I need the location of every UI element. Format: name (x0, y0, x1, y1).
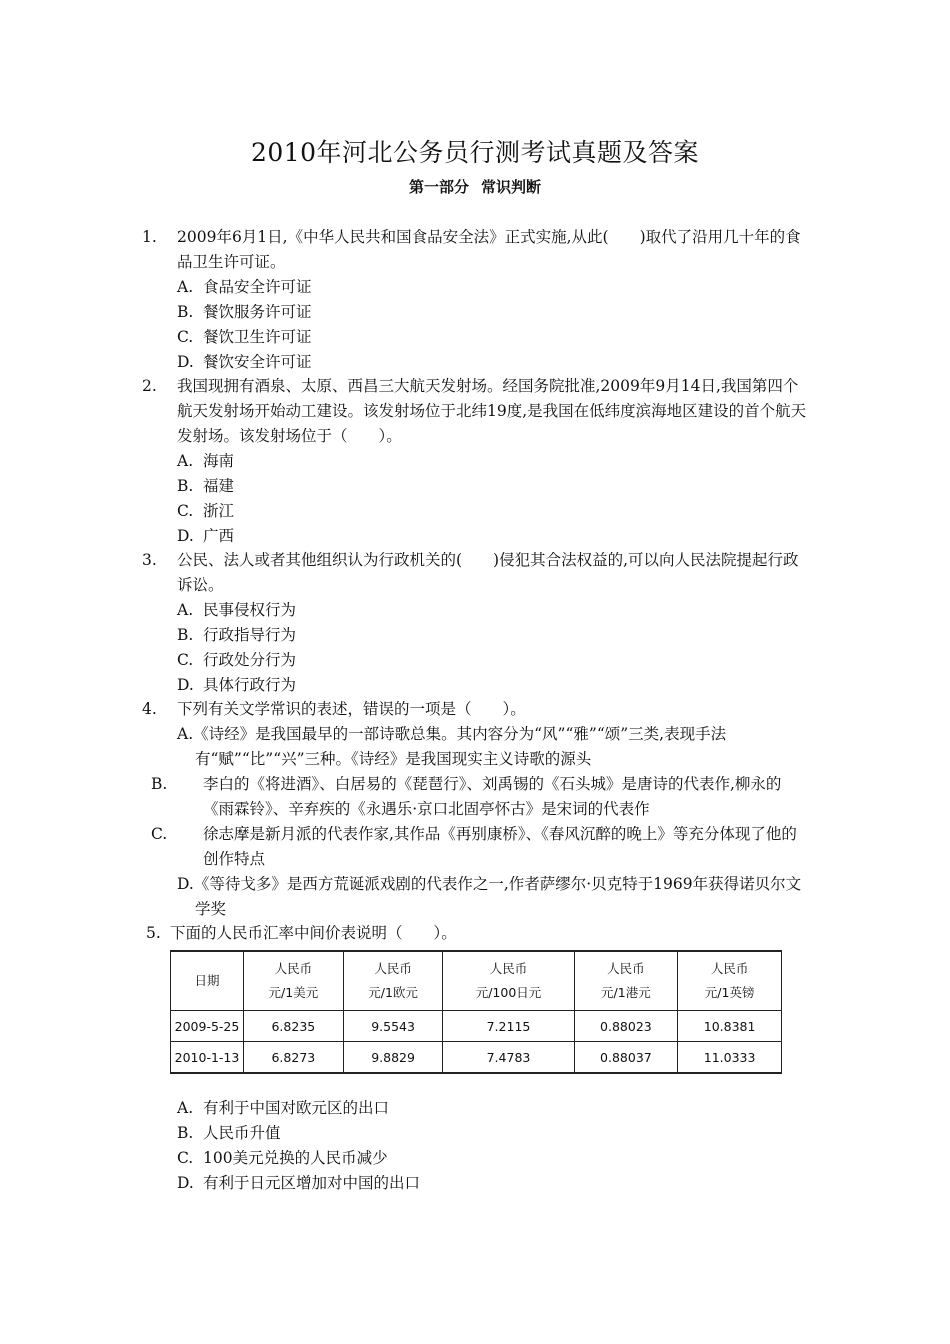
table-header-row (171, 951, 782, 1011)
option-c: C. 浙江 (177, 502, 235, 520)
question-stem: 2009年6月1日,《中华人民共和国食品安全法》正式实施,从此( )取代了沿用几十年的食品卫生许可证。 (177, 228, 801, 271)
table-cell: 11.0333 (678, 1042, 782, 1074)
table-row (171, 1042, 782, 1074)
option-c: C. 徐志摩是新月派的代表作家,其作品《再别康桥》、《春风沉醉的晚上》等充分体现了他的创作特点 (151, 825, 797, 868)
question-stem: 我国现拥有酒泉、太原、西昌三大航天发射场。经国务院批准,2009年9月14日,我国第四个航天发射场开始动工建设。该发射场位于北纬19度,是我国在低纬度滨海地区建设的首个航天发射场。该发射场位于（ ）。 (177, 377, 807, 445)
table-header-date: 日期 (171, 951, 244, 1011)
table-header-usd: 人民币 元/1美元 (244, 951, 344, 1011)
table-header-gbp: 人民币 元/1英镑 (678, 951, 782, 1011)
question-number: 2. (142, 377, 157, 395)
exchange-rate-table (170, 950, 782, 1074)
table-cell: 0.88037 (574, 1042, 678, 1074)
option-list (177, 1096, 420, 1196)
question-number: 1. (142, 228, 157, 246)
table-cell: 9.5543 (343, 1011, 443, 1042)
table-cell: 6.8273 (244, 1042, 344, 1074)
table-cell: 6.8235 (244, 1011, 344, 1042)
section-name: 常识判断 (481, 178, 542, 196)
table-row (171, 1011, 782, 1042)
question-4 (142, 697, 810, 922)
option-a: A. 有利于中国对欧元区的出口 (177, 1099, 390, 1117)
option-b: B. 行政指导行为 (177, 626, 297, 644)
question-number: 5. (146, 924, 161, 942)
option-b: B. 福建 (177, 477, 235, 495)
option-c: C. 100美元兑换的人民币减少 (177, 1149, 388, 1167)
table-cell: 9.8829 (343, 1042, 443, 1074)
option-d: D.《等待戈多》是西方荒诞派戏剧的代表作之一,作者萨缪尔·贝克特于1969年获得诺贝尔文学奖 (177, 875, 802, 918)
option-c: C. 餐饮卫生许可证 (177, 328, 312, 346)
table-header-hkd: 人民币 元/1港元 (574, 951, 678, 1011)
question-3 (142, 548, 810, 698)
table-cell: 10.8381 (678, 1011, 782, 1042)
option-list (177, 449, 810, 549)
question-5 (142, 921, 810, 946)
question-1 (142, 225, 810, 375)
option-c: C. 行政处分行为 (177, 651, 297, 669)
table-cell: 7.4783 (443, 1042, 574, 1074)
option-d: D. 有利于日元区增加对中国的出口 (177, 1174, 421, 1192)
option-list (151, 722, 810, 922)
table-cell-date: 2009-5-25 (171, 1011, 244, 1042)
option-a: A.《诗经》是我国最早的一部诗歌总集。其内容分为“风”“雅”“颂”三类,表现手法有“赋”“比”“兴”三种。《诗经》是我国现实主义诗歌的源头 (177, 725, 727, 768)
option-b: B. 李白的《将进酒》、白居易的《琵琶行》、刘禹锡的《石头城》是唐诗的代表作,柳永的《雨霖铃》、辛弃疾的《永遇乐·京口北固亭怀古》是宋词的代表作 (151, 775, 782, 818)
option-list (177, 275, 810, 375)
table-header-eur: 人民币 元/1欧元 (343, 951, 443, 1011)
option-a: A. 食品安全许可证 (177, 278, 312, 296)
question-number: 4. (142, 700, 157, 718)
question-number: 3. (142, 551, 157, 569)
option-a: A. 民事侵权行为 (177, 601, 297, 619)
question-2 (142, 374, 810, 549)
option-b: B. 餐饮服务许可证 (177, 303, 312, 321)
table-cell: 7.2115 (443, 1011, 574, 1042)
question-stem: 下面的人民币汇率中间价表说明（ ）。 (170, 924, 457, 942)
document-title: 2010年河北公务员行测考试真题及答案 (250, 138, 700, 167)
option-a: A. 海南 (177, 452, 235, 470)
option-b: B. 人民币升值 (177, 1124, 281, 1142)
option-d: D. 广西 (177, 527, 235, 545)
table-cell-date: 2010-1-13 (171, 1042, 244, 1074)
question-stem: 下列有关文学常识的表述，错误的一项是（ ）。 (177, 700, 526, 718)
option-d: D. 餐饮安全许可证 (177, 353, 312, 371)
section-title (0, 176, 950, 197)
table-cell: 0.88023 (574, 1011, 678, 1042)
option-d: D. 具体行政行为 (177, 676, 297, 694)
section-part: 第一部分 (408, 178, 469, 196)
option-list (177, 598, 810, 698)
table-header-jpy: 人民币 元/100日元 (443, 951, 574, 1011)
question-stem: 公民、法人或者其他组织认为行政机关的( )侵犯其合法权益的,可以向人民法院提起行政诉讼。 (177, 551, 799, 594)
